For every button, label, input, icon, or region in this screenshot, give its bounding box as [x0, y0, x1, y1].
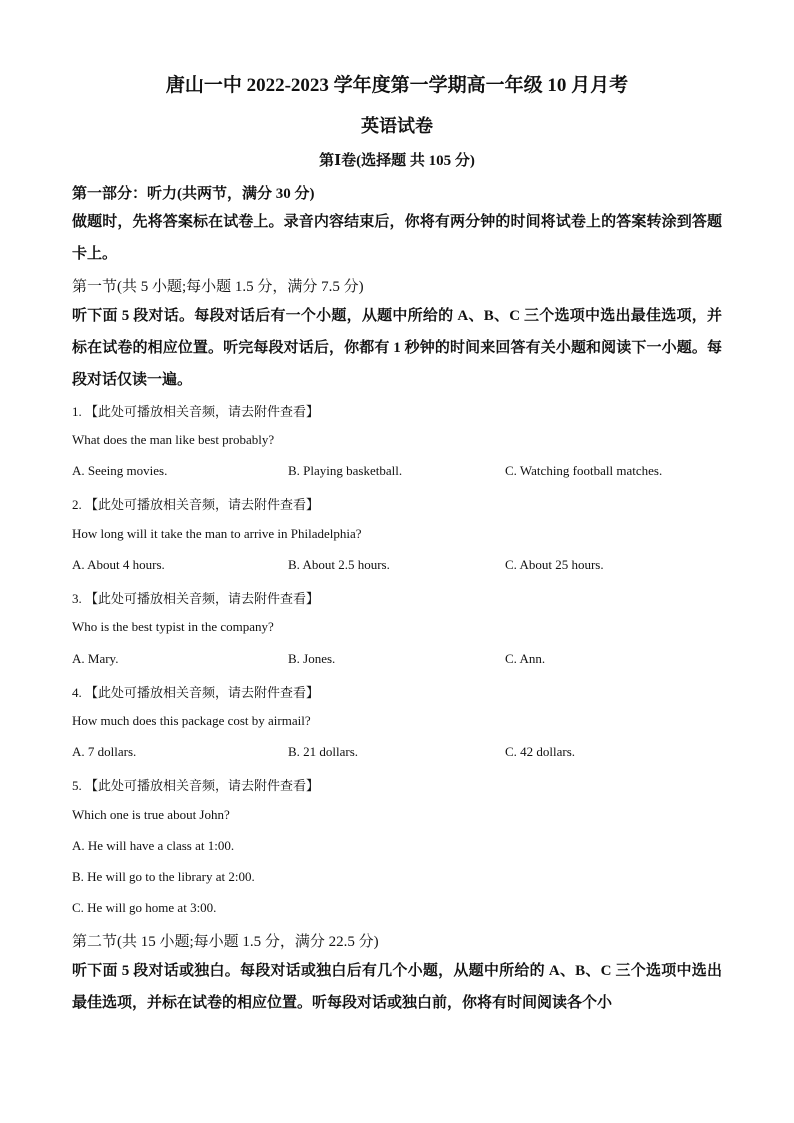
- question-text: What does the man like best probably?: [72, 432, 275, 447]
- section1-heading: 第一节(共 5 小题;每小题 1.5 分，满分 7.5 分): [72, 279, 364, 295]
- option-b[interactable]: B. Playing basketball.: [288, 463, 403, 478]
- question-text: How long will it take the man to arrive in Philadelphia?: [72, 526, 362, 541]
- option-c[interactable]: C. Watching football matches.: [505, 463, 663, 478]
- section2-heading: 第二节(共 15 小题;每小题 1.5 分，满分 22.5 分): [72, 934, 379, 950]
- option-a[interactable]: A. About 4 hours.: [72, 557, 165, 572]
- option-c[interactable]: C. Ann.: [505, 651, 546, 666]
- option-c[interactable]: C. He will go home at 3:00.: [72, 900, 217, 915]
- section1-instructions: 听下面 5 段对话。每段对话后有一个小题，从题中所给的 A、B、C 三个选项中选出最佳选项，并标在试卷的相应位置。听完每段对话后，你都有 1 秒钟的时间来回答有关小题和阅读下一小题。每段对话仅读一遍。: [72, 308, 722, 388]
- option-a[interactable]: A. Mary.: [72, 651, 119, 666]
- option-a[interactable]: A. He will have a class at 1:00.: [72, 838, 235, 853]
- audio-placeholder[interactable]: 5. 【此处可播放相关音频，请去附件查看】: [72, 778, 320, 793]
- part1-instructions: 做题时，先将答案标在试卷上。录音内容结束后，你将有两分钟的时间将试卷上的答案转涂到答题卡上。: [72, 214, 722, 262]
- exam-subtitle: 英语试卷: [361, 116, 433, 136]
- part1-heading: 第一部分：听力(共两节，满分 30 分): [72, 186, 315, 202]
- exam-title: 唐山一中 2022-2023 学年度第一学期高一年级 10 月月考: [165, 75, 629, 96]
- audio-placeholder[interactable]: 1. 【此处可播放相关音频，请去附件查看】: [72, 404, 320, 419]
- audio-placeholder[interactable]: 3. 【此处可播放相关音频，请去附件查看】: [72, 591, 320, 606]
- audio-placeholder[interactable]: 4. 【此处可播放相关音频，请去附件查看】: [72, 685, 320, 700]
- option-c[interactable]: C. 42 dollars.: [505, 744, 576, 759]
- volume-heading: 第Ⅰ卷(选择题 共 105 分): [319, 153, 475, 169]
- option-b[interactable]: B. About 2.5 hours.: [288, 557, 390, 572]
- section2-instructions: 听下面 5 段对话或独白。每段对话或独白后有几个小题，从题中所给的 A、B、C 三个选项中选出最佳选项，并标在试卷的相应位置。听每段对话或独白前，你将有时间阅读各个小: [72, 963, 722, 1011]
- audio-placeholder[interactable]: 2. 【此处可播放相关音频，请去附件查看】: [72, 497, 320, 512]
- option-c[interactable]: C. About 25 hours.: [505, 557, 604, 572]
- option-b[interactable]: B. Jones.: [288, 651, 336, 666]
- question-text: How much does this package cost by airmail?: [72, 713, 311, 728]
- option-b[interactable]: B. 21 dollars.: [288, 744, 359, 759]
- question-text: Who is the best typist in the company?: [72, 619, 274, 634]
- option-a[interactable]: A. 7 dollars.: [72, 744, 137, 759]
- option-b[interactable]: B. He will go to the library at 2:00.: [72, 869, 255, 884]
- option-a[interactable]: A. Seeing movies.: [72, 463, 168, 478]
- question-text: Which one is true about John?: [72, 807, 230, 822]
